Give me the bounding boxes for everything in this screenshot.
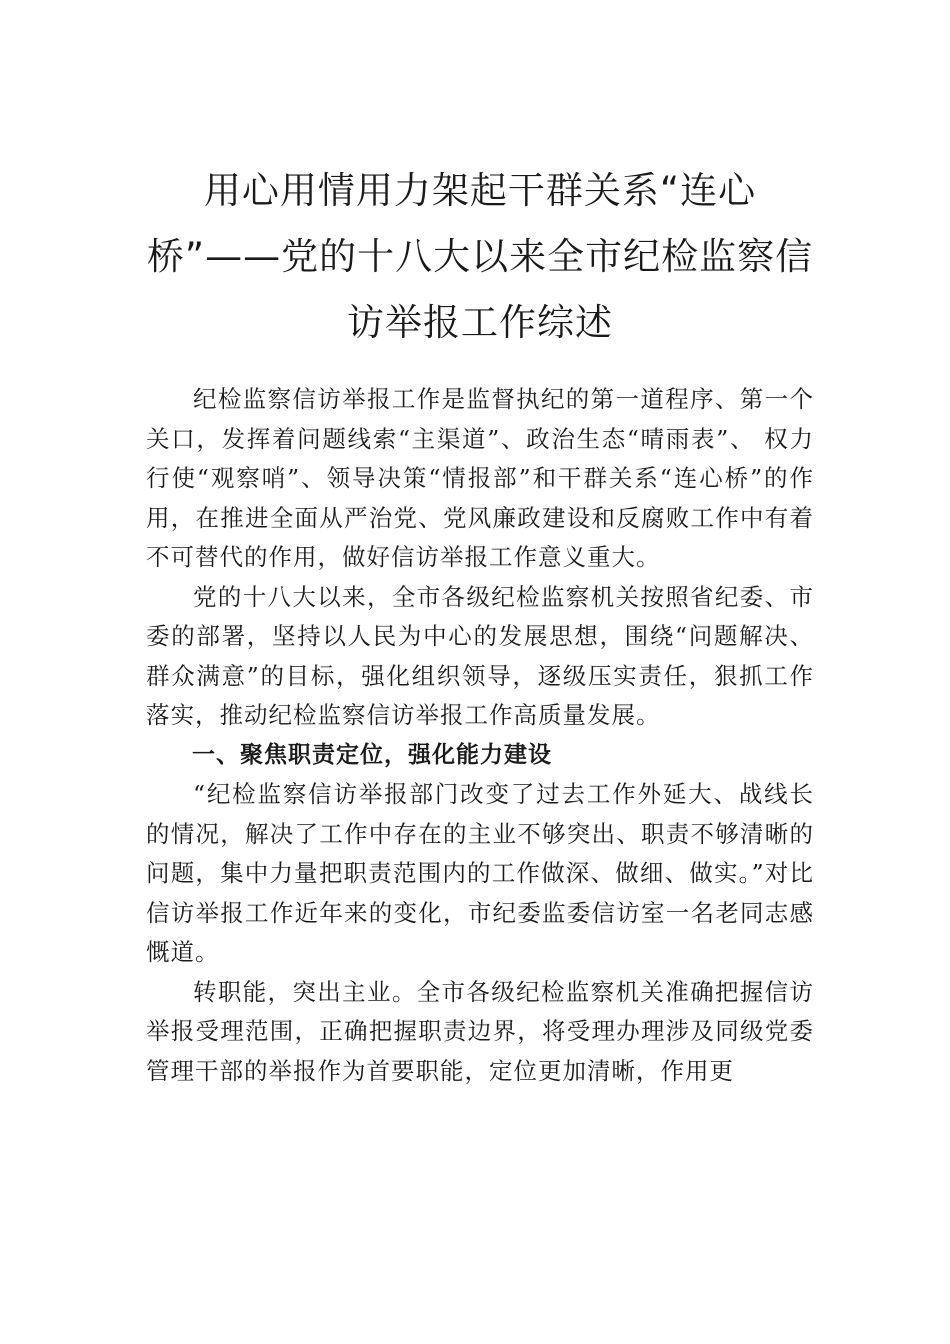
intro-paragraph-1: 纪检监察信访举报工作是监督执纪的第一道程序、第一个关口，发挥着问题线索“主渠道”、政治生态“晴雨表”、 权力行使“观察哨”、领导决策“情报部”和干群关系“连心桥”的作用，在推进全面从严治党、党风廉政建设和反腐败工作中有着不可替代的作用，做好信访举报工作意义重大。: [146, 385, 814, 571]
section-heading: 一、聚焦职责定位，强化能力建设: [192, 741, 552, 768]
document-body: [146, 380, 814, 1091]
section-paragraph-1: “纪检监察信访举报部门改变了过去工作外延大、战线长的情况，解决了工作中存在的主业不够突出、职责不够清晰的问题，集中力量把职责范围内的工作做深、做细、做实。”对比信访举报工作近年来的变化，市纪委监委信访室一名老同志感慨道。: [146, 780, 814, 966]
document-title: 用心用情用力架起干群关系“连心桥”——党的十八大以来全市纪检监察信访举报工作综述: [146, 169, 814, 344]
intro-paragraph-2: 党的十八大以来，全市各级纪检监察机关按照省纪委、市委的部署，坚持以人民为中心的发展思想，围绕“问题解决、群众满意”的目标，强化组织领导，逐级压实责任，狠抓工作落实，推动纪检监察信访举报工作高质量发展。: [146, 582, 814, 729]
section-paragraph-2: 转职能，突出主业。全市各级纪检监察机关准确把握信访举报受理范围，正确把握职责边界，将受理办理涉及同级党委管理干部的举报作为首要职能，定位更加清晰，作用更: [146, 977, 814, 1085]
